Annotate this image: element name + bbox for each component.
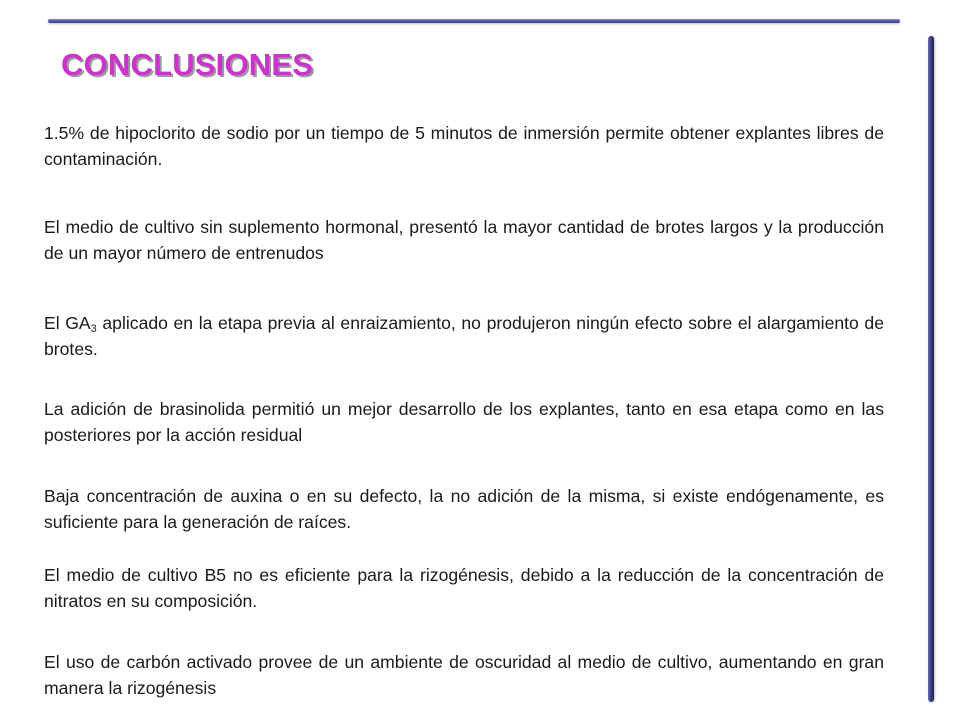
- right-divider-line: [928, 36, 934, 702]
- conclusion-7: El uso de carbón activado provee de un ambiente de oscuridad al medio de cultivo, aumentando en gran manera la rizogénesis: [44, 652, 884, 698]
- top-divider-line: [48, 19, 900, 23]
- conclusion-1: 1.5% de hipoclorito de sodio por un tiempo de 5 minutos de inmersión permite obtener explantes libres de contaminación.: [44, 123, 884, 169]
- conclusion-5: Baja concentración de auxina o en su defecto, la no adición de la misma, si existe endógenamente, es suficiente para la generación de raíces.: [44, 486, 884, 532]
- conclusion-3: [44, 310, 884, 362]
- slide-title: CONCLUSIONES: [61, 47, 314, 82]
- conclusion-3-text-start: El GA: [44, 313, 91, 333]
- conclusion-6: El medio de cultivo B5 no es eficiente para la rizogénesis, debido a la reducción de la concentración de nitratos en su composición.: [44, 565, 884, 611]
- conclusion-2: El medio de cultivo sin suplemento hormonal, presentó la mayor cantidad de brotes largos y la producción de un mayor número de entrenudos: [44, 217, 884, 263]
- conclusion-4: La adición de brasinolida permitió un mejor desarrollo de los explantes, tanto en esa etapa como en las posteriores por la acción residual: [44, 399, 884, 445]
- conclusion-3-text-end: aplicado en la etapa previa al enraizamiento, no produjeron ningún efecto sobre el alargamiento de brotes.: [44, 313, 885, 359]
- conclusion-3-subscript: 3: [90, 323, 97, 335]
